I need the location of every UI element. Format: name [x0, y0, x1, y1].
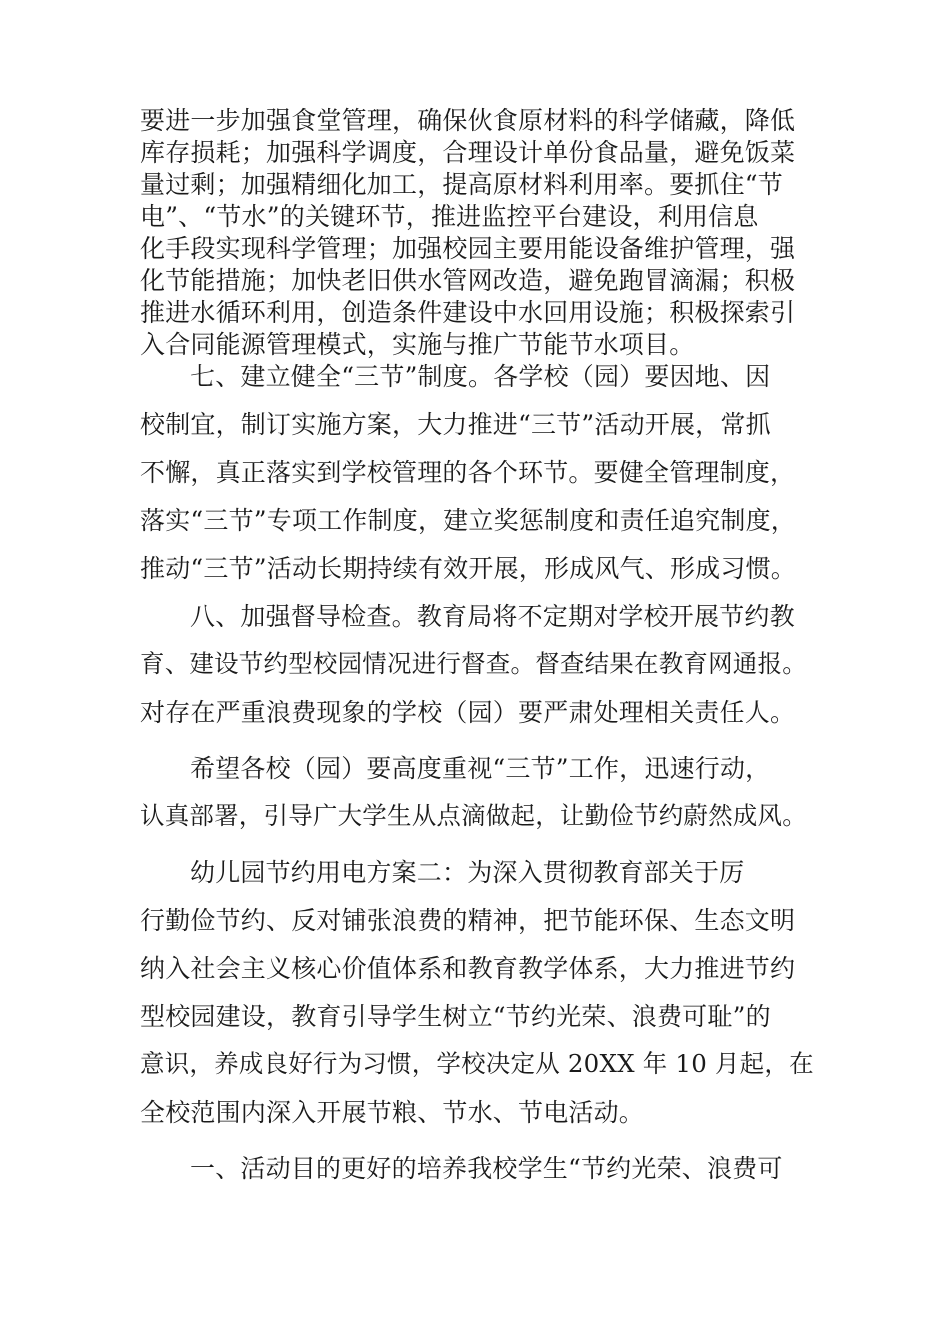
text-line: 推动“三节”活动长期持续有效开展，形成风气、形成习惯。 [140, 554, 796, 583]
text-line: 意识，养成良好行为习惯，学校决定从 20XX 年 10 月起，在 [140, 1049, 814, 1078]
text-line: 育、建设节约型校园情况进行督查。督查结果在教育网通报。 [140, 649, 807, 678]
text-line: 校制宜，制订实施方案，大力推进“三节”活动开展，常抓 [140, 410, 771, 439]
text-line: 电”、“节水”的关键环节，推进监控平台建设，利用信息 [140, 202, 759, 231]
text-line: 入合同能源管理模式，实施与推广节能节水项目。 [140, 330, 695, 359]
text-line: 型校园建设，教育引导学生树立“节约光荣、浪费可耻”的 [140, 1002, 771, 1031]
text-line: 全校范围内深入开展节粮、节水、节电活动。 [140, 1098, 645, 1127]
text-line: 推进水循环利用，创造条件建设中水回用设施；积极探索引 [140, 298, 796, 327]
text-line: 化手段实现科学管理；加强校园主要用能设备维护管理，强 [140, 234, 796, 263]
text-line: 认真部署，引导广大学生从点滴做起，让勤俭节约蔚然成风。 [140, 801, 807, 830]
text-line: 落实“三节”专项工作制度，建立奖惩制度和责任追究制度， [140, 506, 796, 535]
text-line: 对存在严重浪费现象的学校（园）要严肃处理相关责任人。 [140, 698, 796, 727]
text-line: 不懈，真正落实到学校管理的各个环节。要健全管理制度， [140, 458, 796, 487]
text-line: 要进一步加强食堂管理，确保伙食原材料的科学储藏，降低 [140, 106, 796, 135]
text-line: 行勤俭节约、反对铺张浪费的精神，把节能环保、生态文明 [140, 906, 796, 935]
plan-two-heading: 幼儿园节约用电方案二：为深入贯彻教育部关于厉 [190, 858, 745, 887]
section-heading-7: 七、建立健全“三节”制度。各学校（园）要因地、因 [190, 362, 771, 391]
text-line: 纳入社会主义核心价值体系和教育教学体系，大力推进节约 [140, 954, 796, 983]
text-line: 化节能措施；加快老旧供水管网改造，避免跑冒滴漏；积极 [140, 266, 796, 295]
text-line: 量过剩；加强精细化加工，提高原材料利用率。要抓住“节 [140, 170, 783, 199]
section-heading-8: 八、加强督导检查。教育局将不定期对学校开展节约教 [190, 602, 795, 631]
paragraph-start: 希望各校（园）要高度重视“三节”工作，迅速行动， [190, 754, 771, 783]
text-line: 库存损耗；加强科学调度，合理设计单份食品量，避免饭菜 [140, 138, 796, 167]
section-heading-1: 一、活动目的更好的培养我校学生“节约光荣、浪费可 [190, 1154, 783, 1183]
